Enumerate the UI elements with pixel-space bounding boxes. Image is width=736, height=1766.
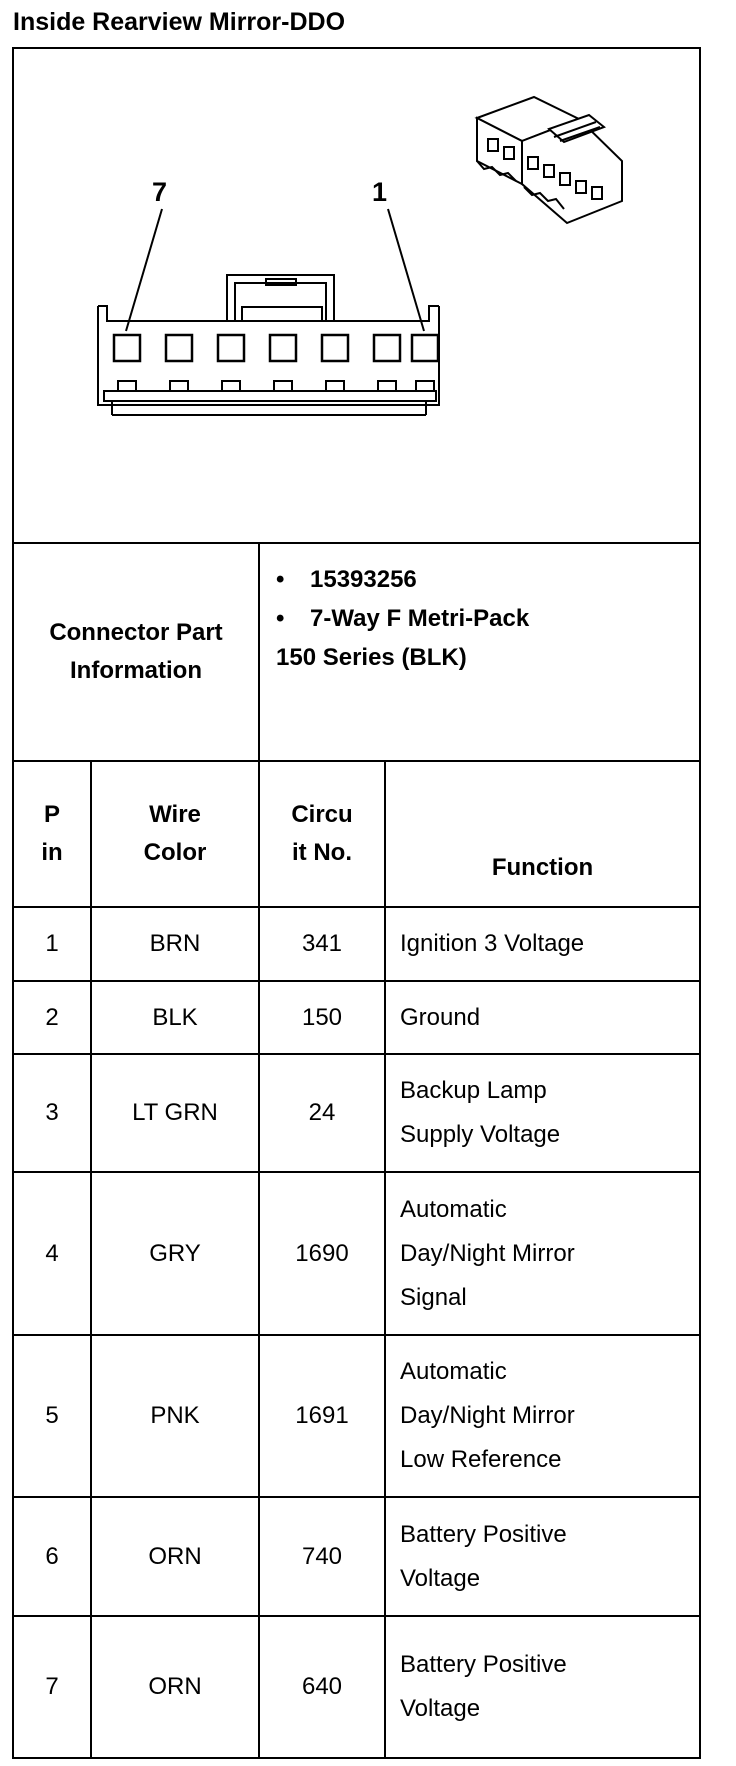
wire-color-cell: LT GRN	[132, 1099, 218, 1126]
circuit-cell: 1691	[295, 1402, 349, 1429]
function-cell	[400, 1617, 699, 1757]
bullet-icon: •	[276, 605, 285, 632]
header-pin: P in	[41, 801, 63, 866]
connector-part-label	[14, 544, 258, 760]
column-divider	[384, 760, 386, 1759]
pin-label-1: 1	[372, 177, 388, 207]
connector-part-details	[276, 560, 529, 677]
pin-cell: 5	[45, 1402, 59, 1429]
function-line: Day/Night Mirror	[400, 1239, 575, 1267]
pin-cell: 1	[45, 930, 59, 957]
page-title: Inside Rearview Mirror-DDO	[13, 8, 346, 36]
connector-isometric-icon	[477, 97, 622, 223]
header-function: Function	[491, 854, 594, 881]
function-cell	[400, 908, 699, 980]
wire-color-cell: ORN	[148, 1673, 202, 1700]
wire-color-cell: BLK	[152, 1003, 198, 1031]
pin-cell: 6	[45, 1542, 59, 1570]
function-line: Low Reference	[400, 1446, 562, 1473]
pin-cell: 2	[45, 1003, 59, 1031]
function-line: Ignition 3 Voltage	[400, 930, 585, 957]
wire-color-cell: PNK	[150, 1402, 200, 1429]
pin-label-7: 7	[152, 177, 168, 207]
header-wire-color: Wire Color	[143, 801, 207, 866]
function-cell	[400, 1336, 699, 1496]
function-cell	[400, 1055, 699, 1171]
connector-part-label-line2: Information	[70, 657, 202, 684]
function-line: Ground	[400, 1003, 481, 1031]
wire-color-cell: BRN	[149, 930, 201, 957]
part-number-line	[276, 560, 529, 599]
pin-cell: 4	[45, 1239, 59, 1267]
circuit-cell: 341	[301, 930, 343, 957]
function-cell	[400, 1498, 699, 1615]
function-line: Voltage	[400, 1695, 481, 1722]
connector-diagram	[14, 49, 699, 542]
wire-color-cell: ORN	[148, 1542, 202, 1570]
connector-part-label-line1: Connector Part	[49, 619, 223, 646]
function-line: Battery Positive	[400, 1520, 567, 1548]
function-line: Day/Night Mirror	[400, 1402, 575, 1429]
function-line: Battery Positive	[400, 1651, 567, 1678]
pin-7-leader	[126, 209, 162, 331]
function-cell	[400, 982, 699, 1053]
bullet-icon: •	[276, 566, 285, 593]
connector-type-line	[276, 599, 529, 638]
function-line: Backup Lamp	[400, 1077, 547, 1104]
function-line: Voltage	[400, 1564, 481, 1592]
circuit-cell: 24	[308, 1099, 336, 1126]
connector-front-view	[98, 275, 439, 415]
function-line: Automatic	[400, 1195, 507, 1223]
circuit-cell: 740	[301, 1542, 343, 1570]
function-line: Automatic	[400, 1358, 507, 1385]
header-circuit-no: Circu it No.	[291, 801, 353, 866]
function-line: Signal	[400, 1283, 467, 1311]
circuit-cell: 640	[301, 1673, 343, 1700]
connector-series: 150 Series (BLK)	[276, 644, 467, 671]
circuit-cell: 1690	[295, 1239, 349, 1267]
part-number: 15393256	[310, 566, 417, 593]
pin-cell: 3	[45, 1099, 59, 1126]
wire-color-cell: GRY	[149, 1239, 201, 1267]
pin-cell: 7	[45, 1673, 59, 1700]
function-line: Supply Voltage	[400, 1121, 561, 1148]
connector-type: 7-Way F Metri-Pack	[310, 605, 530, 632]
circuit-cell: 150	[301, 1003, 343, 1031]
pin-1-leader	[388, 209, 424, 331]
function-cell	[400, 1173, 699, 1334]
